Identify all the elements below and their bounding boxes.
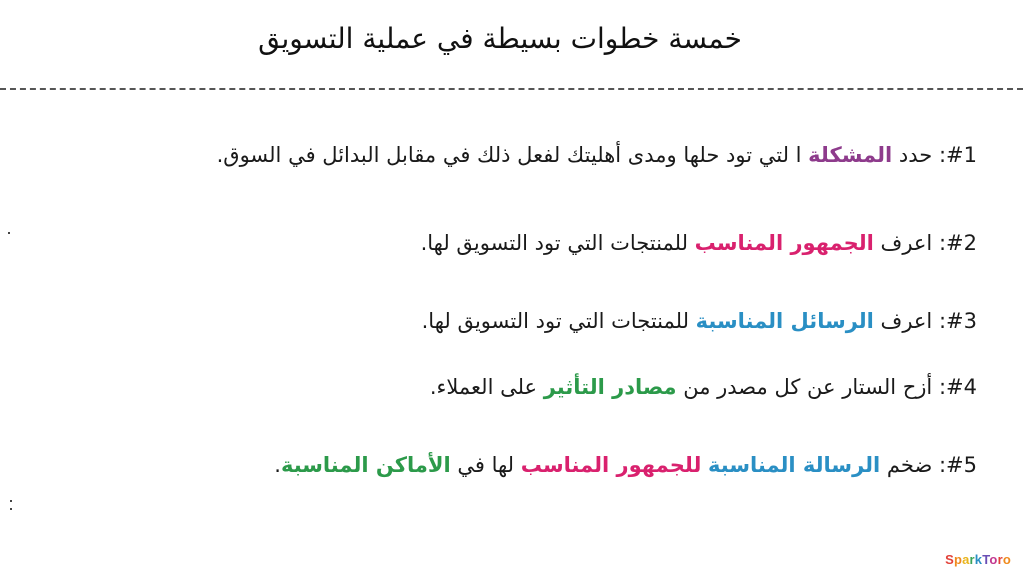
step-text: حدد bbox=[892, 143, 939, 167]
step-text: أزح الستار عن كل مصدر من bbox=[676, 375, 939, 399]
stray-dot bbox=[10, 500, 12, 502]
step-highlight: المشكلة bbox=[808, 143, 893, 167]
step-number: #5: bbox=[938, 453, 977, 477]
step-number: #2: bbox=[938, 231, 977, 255]
step-highlight: مصادر التأثير bbox=[543, 375, 677, 399]
step-text: للمنتجات التي تود التسويق لها. bbox=[421, 309, 696, 333]
step-text: لها في bbox=[450, 453, 521, 477]
step-text: على العملاء. bbox=[429, 375, 544, 399]
step-highlight: الرسائل المناسبة bbox=[695, 309, 874, 333]
stray-dot bbox=[8, 232, 10, 234]
logo-letter: p bbox=[953, 552, 963, 567]
step-text: للمنتجات التي تود التسويق لها. bbox=[420, 231, 695, 255]
step-text: اعرف bbox=[873, 309, 939, 333]
step-1 bbox=[217, 140, 977, 170]
logo-letter: o bbox=[989, 552, 998, 567]
logo-letter: o bbox=[1002, 552, 1011, 567]
step-number: #3: bbox=[938, 309, 977, 333]
logo-letter: T bbox=[982, 552, 990, 567]
logo-letter: r bbox=[997, 552, 1003, 567]
step-text: . bbox=[274, 453, 281, 477]
step-number: #1: bbox=[938, 143, 977, 167]
step-highlight: للجمهور المناسب bbox=[520, 453, 702, 477]
step-highlight: الأماكن المناسبة bbox=[280, 453, 451, 477]
logo-letter: a bbox=[962, 552, 970, 567]
step-5 bbox=[274, 450, 977, 480]
step-3 bbox=[422, 306, 977, 336]
step-number: #4: bbox=[938, 375, 977, 399]
step-text: ضخم bbox=[880, 453, 939, 477]
slide-title: خمسة خطوات بسيطة في عملية التسويق bbox=[258, 22, 742, 55]
step-2 bbox=[421, 228, 977, 258]
step-text: ا لتي تود حلها ومدى أهليتك لفعل ذلك في مقابل البدائل في السوق. bbox=[216, 143, 809, 167]
stray-dot bbox=[10, 508, 12, 510]
step-text: اعرف bbox=[873, 231, 939, 255]
logo-letter: S bbox=[945, 552, 954, 567]
step-highlight: الرسالة المناسبة bbox=[708, 453, 881, 477]
step-highlight: الجمهور المناسب bbox=[694, 231, 874, 255]
logo-letter: k bbox=[974, 552, 983, 567]
logo-letter: r bbox=[969, 552, 975, 567]
step-4 bbox=[430, 372, 977, 402]
dashed-divider bbox=[0, 88, 1023, 90]
sparktoro-logo bbox=[945, 552, 1011, 567]
